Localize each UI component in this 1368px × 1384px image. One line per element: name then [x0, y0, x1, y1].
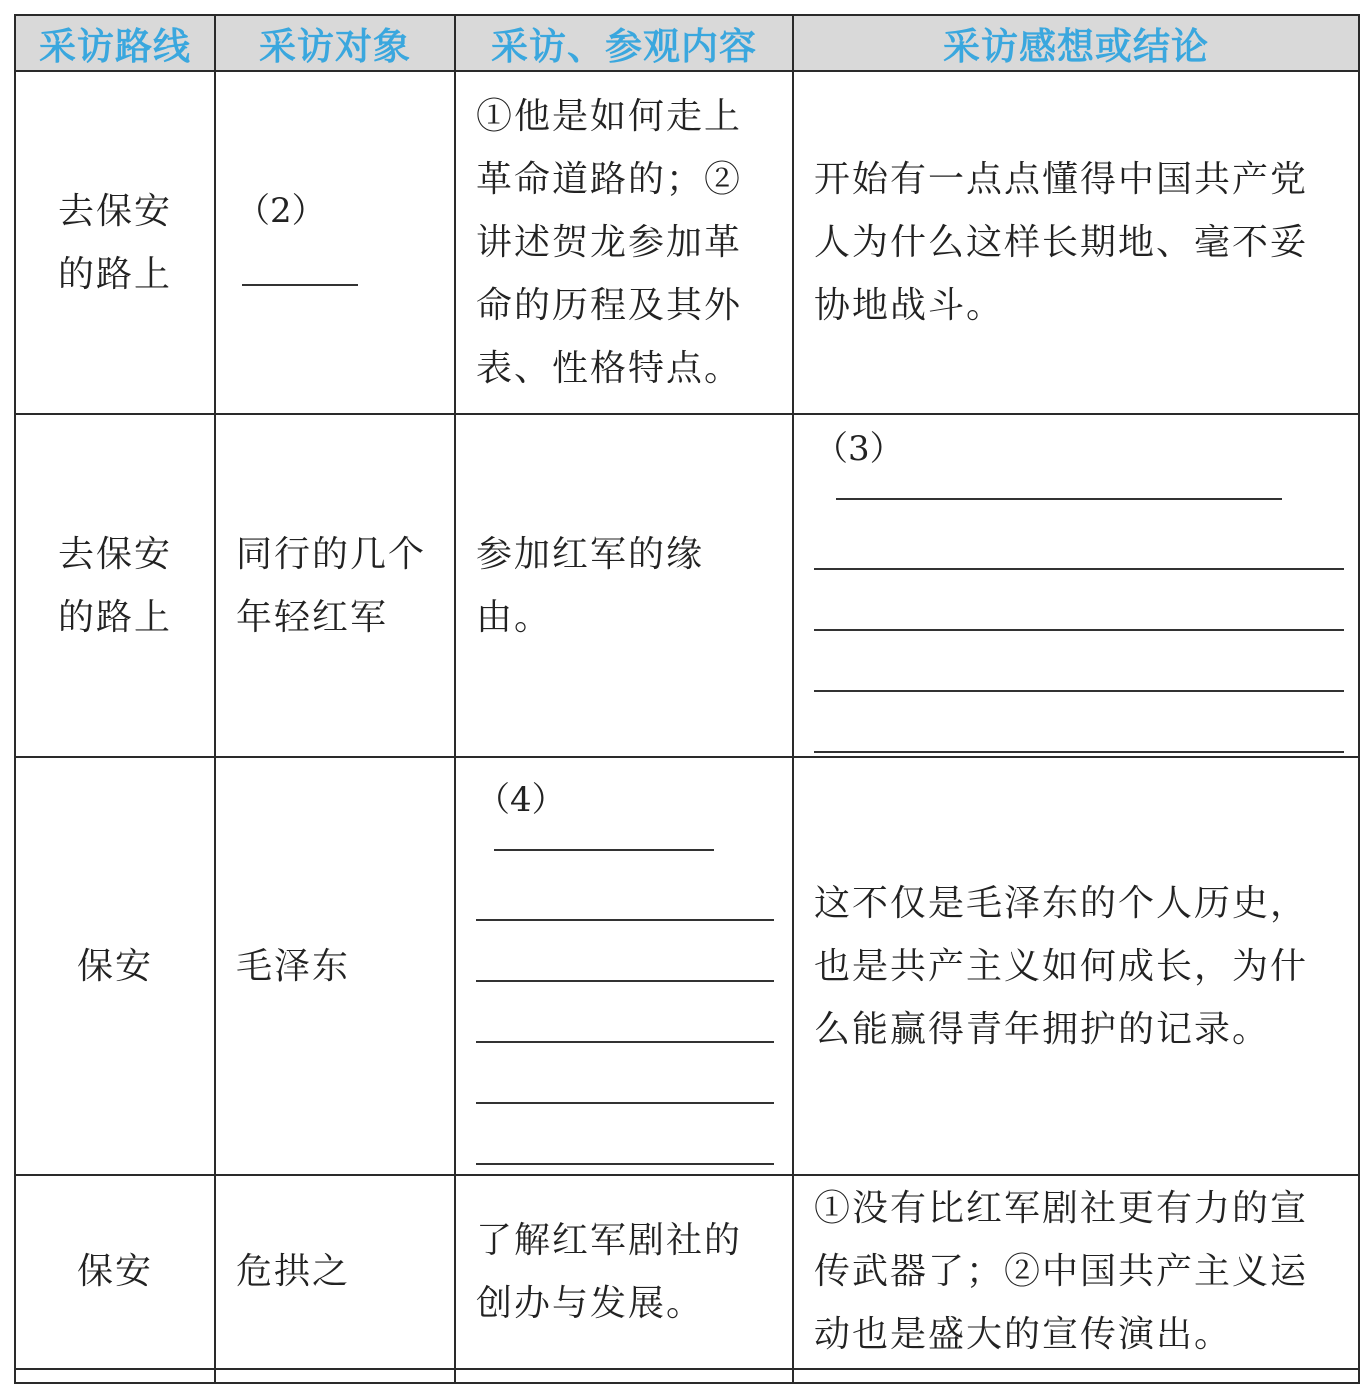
route-line: 去保安 — [57, 190, 172, 232]
answer-line[interactable] — [814, 692, 1344, 753]
route-text — [16, 935, 214, 998]
content-line: 命的历程及其外 — [476, 285, 743, 327]
reflection-line: 也是共产主义如何成长，为什 — [814, 945, 1309, 987]
empty-cell — [793, 1369, 1359, 1383]
route-line: 保安 — [76, 1251, 153, 1293]
empty-cell — [215, 1369, 455, 1383]
reflection-text — [794, 1177, 1358, 1366]
route-cell — [15, 71, 215, 414]
header-content: 采访、参观内容 — [455, 15, 793, 71]
content-cell — [455, 71, 793, 414]
table-row — [15, 71, 1359, 414]
content-blank-area — [456, 758, 792, 1165]
route-text — [16, 180, 214, 306]
table-row — [15, 757, 1359, 1175]
subject-text — [216, 935, 454, 998]
blank-header — [814, 429, 1344, 509]
table-row-cutoff — [15, 1369, 1359, 1383]
subject-cell — [215, 414, 455, 757]
reflection-cell — [793, 1175, 1359, 1369]
reflection-line: 人为什么这样长期地、毫不妥 — [814, 222, 1309, 264]
content-line: 了解红军剧社的 — [476, 1219, 743, 1261]
empty-cell — [15, 1369, 215, 1383]
subject-cell — [215, 1175, 455, 1369]
subject-text — [216, 1240, 454, 1303]
content-line: 表、性格特点。 — [476, 348, 743, 390]
blank-number-2: （2） — [236, 191, 326, 232]
answer-line[interactable] — [814, 570, 1344, 631]
content-cell — [455, 414, 793, 757]
route-line: 的路上 — [57, 596, 172, 638]
route-text — [16, 1240, 214, 1303]
answer-line[interactable] — [476, 1043, 774, 1104]
content-line: 讲述贺龙参加革 — [476, 222, 743, 264]
blank-number-4: （4） — [476, 780, 566, 821]
answer-blank-4[interactable] — [494, 849, 714, 851]
reflection-line: 动也是盛大的宣传演出。 — [814, 1314, 1233, 1356]
empty-cell — [455, 1369, 793, 1383]
route-line: 保安 — [76, 945, 153, 987]
route-text — [16, 523, 214, 649]
answer-line[interactable] — [814, 631, 1344, 692]
reflection-cell — [793, 414, 1359, 757]
reflection-line: ①没有比红军剧社更有力的宣 — [814, 1188, 1309, 1230]
reflection-text — [794, 872, 1358, 1061]
content-text — [456, 523, 792, 649]
reflection-cell — [793, 71, 1359, 414]
content-line: 革命道路的；② — [476, 159, 743, 201]
content-text — [456, 1209, 792, 1335]
blank-number-3: （3） — [814, 429, 904, 470]
interview-table — [14, 14, 1360, 1384]
answer-line[interactable] — [476, 1104, 774, 1165]
subject-cell — [215, 71, 455, 414]
subject-text — [216, 523, 454, 649]
reflection-blank-area — [794, 415, 1358, 753]
content-cell — [455, 1175, 793, 1369]
header-reflection: 采访感想或结论 — [793, 15, 1359, 71]
reflection-text — [794, 148, 1358, 337]
reflection-line: 么能赢得青年拥护的记录。 — [814, 1008, 1271, 1050]
header-subject: 采访对象 — [215, 15, 455, 71]
answer-blank-3[interactable] — [836, 498, 1282, 500]
answer-line[interactable] — [476, 921, 774, 982]
table-row — [15, 1175, 1359, 1369]
subject-line: 危拱之 — [236, 1251, 351, 1293]
reflection-line: 传武器了；②中国共产主义运 — [814, 1251, 1309, 1293]
subject-line: 年轻红军 — [236, 596, 389, 638]
content-line: ①他是如何走上 — [476, 96, 743, 138]
route-cell — [15, 757, 215, 1175]
subject-line: 同行的几个 — [236, 533, 427, 575]
content-line: 参加红军的缘由。 — [476, 533, 705, 638]
route-cell — [15, 414, 215, 757]
subject-line: 毛泽东 — [236, 945, 351, 987]
blank-header — [476, 780, 774, 860]
reflection-line: 协地战斗。 — [814, 285, 1005, 327]
content-line: 创办与发展。 — [476, 1282, 705, 1324]
answer-blank-2[interactable] — [242, 284, 358, 286]
subject-cell — [215, 757, 455, 1175]
table-row — [15, 414, 1359, 757]
route-line: 的路上 — [57, 253, 172, 295]
reflection-cell — [793, 757, 1359, 1175]
reflection-line: 开始有一点点懂得中国共产党 — [814, 159, 1309, 201]
answer-line[interactable] — [814, 509, 1344, 570]
route-line: 去保安 — [57, 533, 172, 575]
content-text — [456, 85, 792, 400]
subject-blank — [216, 179, 454, 306]
header-route: 采访路线 — [15, 15, 215, 71]
route-cell — [15, 1175, 215, 1369]
header-row — [15, 15, 1359, 71]
content-cell — [455, 757, 793, 1175]
answer-line[interactable] — [476, 860, 774, 921]
reflection-line: 这不仅是毛泽东的个人历史， — [814, 882, 1309, 924]
answer-line[interactable] — [476, 982, 774, 1043]
